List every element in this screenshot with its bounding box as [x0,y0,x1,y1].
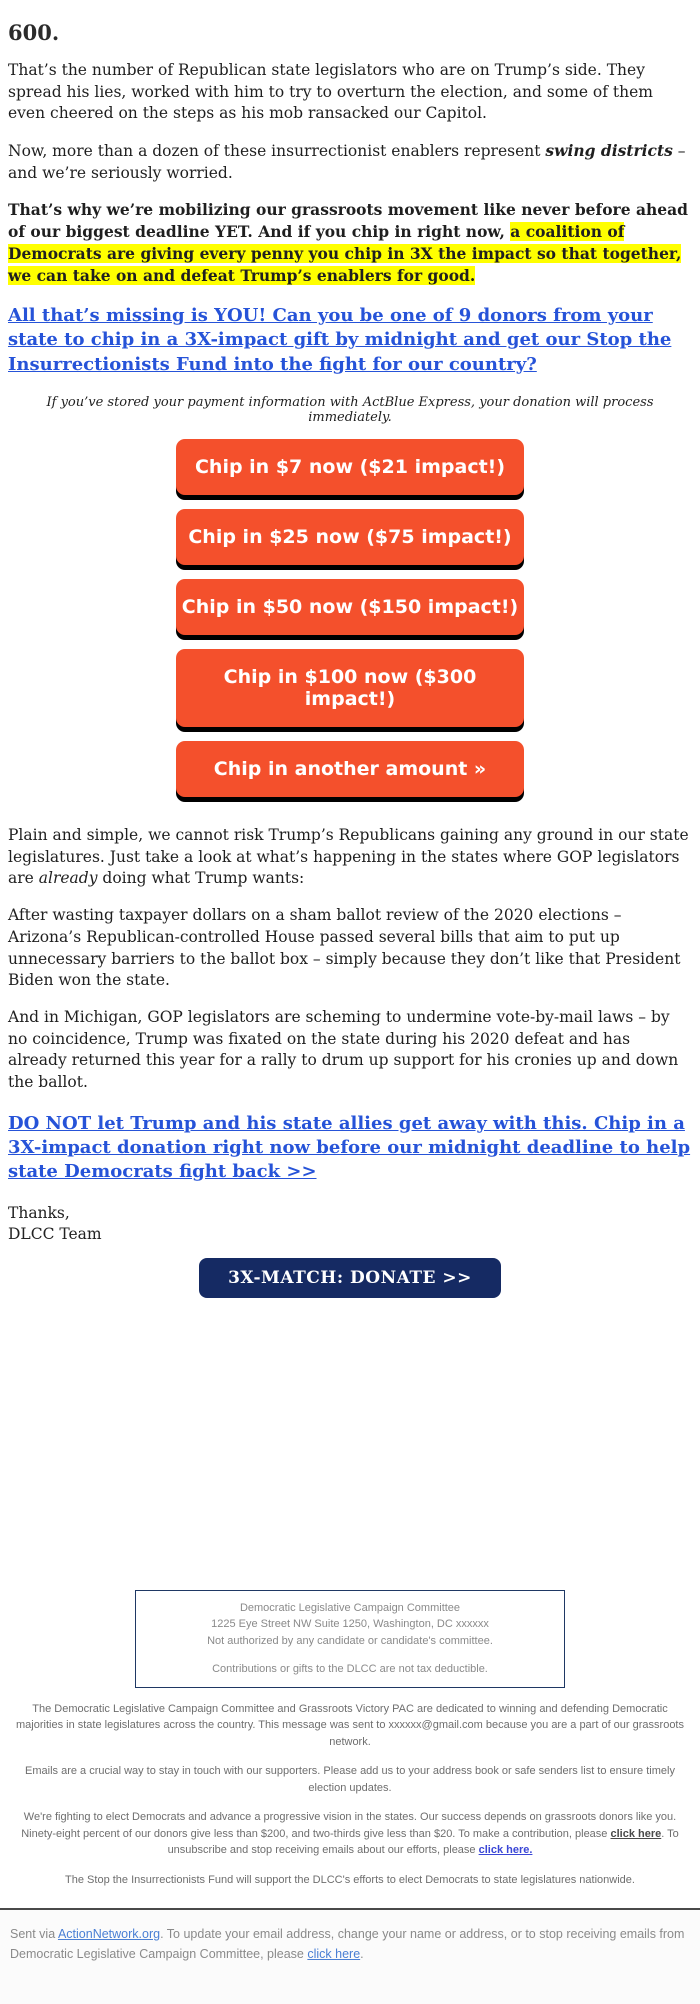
actblue-express-note: If you’ve stored your payment information with ActBlue Express, your donation will process immediately. [46,395,654,426]
match-donate-button[interactable]: 3X-MATCH: DONATE >> [199,1258,501,1298]
signoff [8,1203,692,1246]
chip-in-25-button[interactable]: Chip in $25 now ($75 impact!) [176,509,524,565]
footer-paragraph-mission: The Democratic Legislative Campaign Committee and Grassroots Victory PAC are dedicated to winning and defending Democratic majorities in state legislatures across the country. This message was sent to xxxxxx@gmail.com because you are a part of our grassroots network. [16,1702,684,1748]
tax-deductible-line: Contributions or gifts to the DLCC are not tax deductible. [212,1663,488,1676]
body-p1-text: Plain and simple, we cannot risk Trump’s Republicans gaining any ground in our state legislatures. Just take a look at what’s happening in the states where GOP legislators are [8,826,689,888]
unsubscribe-click-here-link[interactable]: click here. [478,1844,533,1857]
org-address-line: 1225 Eye Street NW Suite 1250, Washington, DC xxxxxx [211,1618,489,1631]
contribute-click-here-link[interactable]: click here [610,1827,662,1840]
already-emphasis: already [38,869,98,888]
disclaimer-box [135,1590,565,1688]
cta-link-donors[interactable]: All that’s missing is YOU! Can you be one of 9 donors from your state to chip in a 3X-impact gift by midnight and get our Stop the Insurrectionists Fund into the fight for our country? [8,305,672,375]
intro-paragraph-2 [8,140,692,184]
cta-link-do-not-let[interactable]: DO NOT let Trump and his state allies get away with this. Chip in a 3X-impact donation right now before our midnight deadline to help state Democrats fight back >> [8,1112,691,1183]
authorization-line: Not authorized by any candidate or candidate's committee. [207,1634,493,1647]
swing-districts-emphasis: swing districts [545,141,673,161]
sent-via-text: Sent via [10,1927,58,1942]
chip-in-50-button[interactable]: Chip in $50 now ($150 impact!) [176,579,524,635]
intro-paragraph-1: That’s the number of Republican state legislators who are on Trump’s side. They spread his lies, worked with him to try to overturn the election, and some of them even cheered on the steps as his mob ransacked our Capitol. [8,61,653,123]
footer-paragraph-fund: The Stop the Insurrectionists Fund will support the DLCC's efforts to elect Democrats to state legislatures nationwide. [65,1873,635,1886]
footer-p3-mid: . To unsubscribe and stop receiving emails about our efforts, please [167,1827,679,1857]
manage-subscription-click-here-link[interactable]: click here [307,1947,361,1962]
intro-p3-text: That’s why we’re mobilizing our grassroots movement like never before ahead of our biggest deadline YET. And if you chip in right now, [8,200,689,242]
signoff-thanks: Thanks, [8,1203,70,1222]
signoff-team: DLCC Team [8,1225,102,1244]
chip-in-100-button[interactable]: Chip in $100 now ($300 impact!) [176,649,524,727]
footer-paragraph-donors [14,1809,686,1859]
footer-p3-text: We're fighting to elect Democrats and advance a progressive vision in the states. Our success depends on grassroots donors like you. Ninety-eight percent of our donors give less than $200, and two-thirds give less than $20. To make a contribution, please [21,1811,677,1840]
blank-spacer [8,1298,692,1590]
sent-via-mid-text: . To update your email address, change your name or address, or to stop receiving emails from Democratic Legislative Campaign Committee, please [10,1927,685,1962]
intro-paragraph-3 [8,199,692,286]
body-p1-tail: doing what Trump wants: [97,869,305,888]
donation-button-stack [8,439,692,797]
org-name-line: Democratic Legislative Campaign Committee [239,1601,461,1614]
intro-p2-text: Now, more than a dozen of these insurrectionist enablers represent [8,142,546,161]
body-paragraph-arizona: After wasting taxpayer dollars on a sham ballot review of the 2020 elections – Arizona’s Republican-controlled House passed several bills that aim to put up unnecessary barriers to the ballot box – simply because they don’t like that President Biden won the state. [8,906,681,990]
chip-in-7-button[interactable]: Chip in $7 now ($21 impact!) [176,439,524,495]
sent-via-tail-text: . [360,1947,364,1962]
intro-p2-tail: – and we’re seriously worried. [8,142,686,182]
headline: 600. [8,20,60,45]
chip-in-other-amount-button[interactable]: Chip in another amount » [176,741,524,797]
body-paragraph-michigan: And in Michigan, GOP legislators are scheming to undermine vote-by-mail laws – by no coincidence, Trump was fixated on the state during his 2020 defeat and has already returned this year for a rally to drum up support for his cronies up and down the ballot. [8,1007,679,1091]
action-network-link[interactable]: ActionNetwork.org [57,1927,161,1942]
body-paragraph-1 [8,825,692,890]
footer-paragraph-emails: Emails are a crucial way to stay in touch with our supporters. Please add us to your address book or safe senders list to ensure timely election updates. [25,1765,675,1794]
highlighted-match-text: a coalition of Democrats are giving every penny you chip in 3X the impact so that together, we can take on and defeat Trump’s enablers for good. [8,222,682,285]
sent-via-bar [0,1910,700,2004]
